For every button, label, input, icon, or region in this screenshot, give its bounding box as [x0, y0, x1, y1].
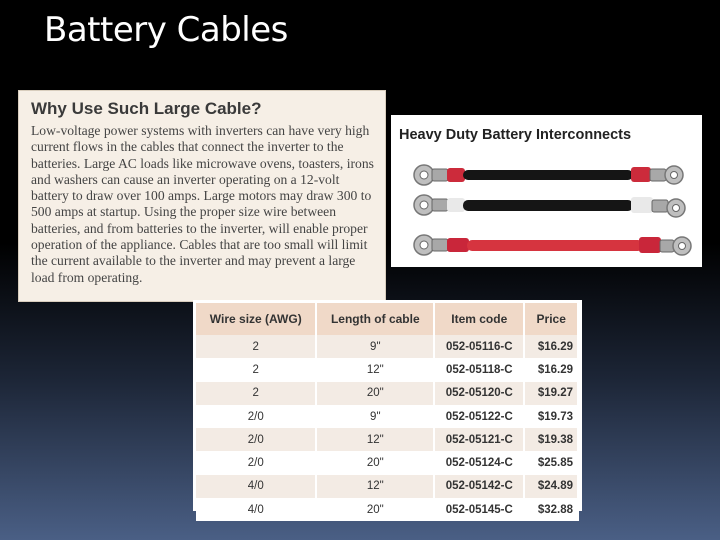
table-header-cell: Length of cable [316, 303, 434, 335]
table-cell: 052-05122-C [434, 405, 524, 428]
table-header-cell: Wire size (AWG) [196, 303, 316, 335]
table-cell: 9" [316, 405, 434, 428]
table-cell: 12" [316, 358, 434, 381]
info-body: Low-voltage power systems with inverters can have very high current flows in the cables that connect the inverter to the batteries. Large AC loads like microwave ovens, toasters, irons and washers can cause an inverter operating on a 12-volt battery to draw over 100 amps. Large motors may draw 300 to 500 amps at startup. Using the proper size wire between batteries, and from batteries to the inverter, will enable proper operation of the appliance. Cables that are too small will limit the current available to the inverter and may prevent a large load from operating. [31, 123, 374, 285]
table-row [196, 382, 578, 405]
table-cell: 052-05121-C [434, 428, 524, 451]
table-cell: 052-05120-C [434, 382, 524, 405]
cables-illustration [391, 151, 702, 267]
table-cell: $25.85 [524, 451, 578, 474]
cable-3 [414, 235, 691, 255]
product-title: Heavy Duty Battery Interconnects [399, 127, 632, 143]
table-cell: 052-05118-C [434, 358, 524, 381]
table-cell: 052-05124-C [434, 451, 524, 474]
table-cell: 9" [316, 335, 434, 358]
table-cell: $32.88 [524, 498, 578, 521]
table-cell: 12" [316, 428, 434, 451]
info-heading: Why Use Such Large Cable? [31, 99, 262, 118]
info-panel [18, 90, 386, 302]
table-cell: $24.89 [524, 475, 578, 498]
table-row [196, 358, 578, 381]
table-row [196, 475, 578, 498]
price-table-panel [193, 300, 582, 516]
table-row [196, 405, 578, 428]
table-cell: 052-05116-C [434, 335, 524, 358]
table-cell: 2 [196, 335, 316, 358]
table-header-cell: Item code [434, 303, 524, 335]
table-cell: 2/0 [196, 451, 316, 474]
table-cell: 2/0 [196, 405, 316, 428]
table-cell: 4/0 [196, 475, 316, 498]
table-cell: $19.73 [524, 405, 578, 428]
table-cell: 12" [316, 475, 434, 498]
table-cell: 20" [316, 451, 434, 474]
product-image-panel [391, 115, 702, 267]
table-cell: 2/0 [196, 428, 316, 451]
table-row [196, 428, 578, 451]
price-table [196, 303, 579, 521]
cable-2 [414, 195, 685, 217]
table-cell: 2 [196, 358, 316, 381]
table-row [196, 335, 578, 358]
table-cell: 052-05142-C [434, 475, 524, 498]
table-cell: $16.29 [524, 358, 578, 381]
table-cell: 4/0 [196, 498, 316, 521]
table-header-cell: Price [524, 303, 578, 335]
table-cell: 20" [316, 498, 434, 521]
table-cell: 2 [196, 382, 316, 405]
table-row [196, 451, 578, 474]
table-row [196, 498, 578, 521]
table-header-row [196, 303, 578, 335]
cable-1 [414, 165, 683, 185]
table-cell: $16.29 [524, 335, 578, 358]
slide-title: Battery Cables [44, 10, 288, 50]
table-cell: $19.38 [524, 428, 578, 451]
table-cell: $19.27 [524, 382, 578, 405]
table-cell: 052-05145-C [434, 498, 524, 521]
table-cell: 20" [316, 382, 434, 405]
